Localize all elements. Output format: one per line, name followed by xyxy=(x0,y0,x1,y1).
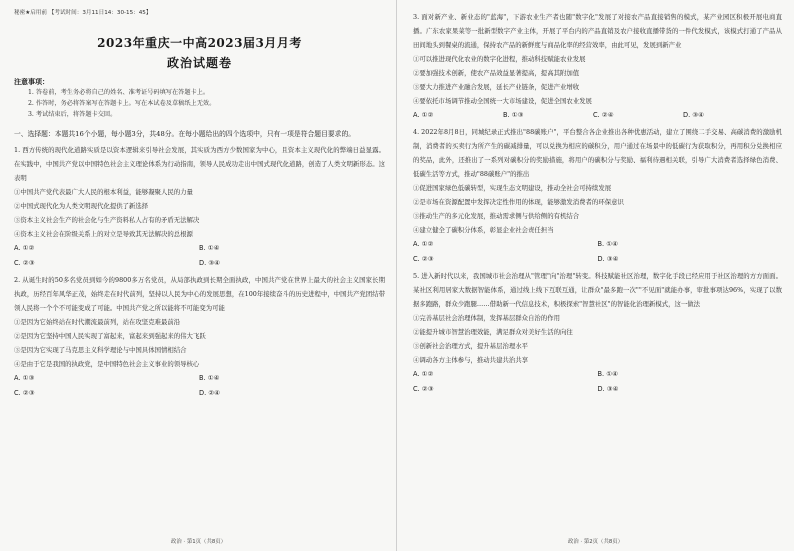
question-1-option: ①中国共产党代表最广大人民的根本利益，能够凝聚人民的力量 xyxy=(14,187,193,196)
choice-b: B. ①④ xyxy=(597,240,619,248)
question-3-option: ③要大力推进产业融合发展，延长产业链条，促进产业增收 xyxy=(413,83,580,91)
question-4-option: ④建立健全了碳积分体系，彰显企业社会责任担当 xyxy=(413,226,554,234)
page-footer: 政治 · 第1页（共8页） xyxy=(170,539,227,545)
notice-item: 3. 考试结束后，将答题卡交回。 xyxy=(28,111,117,118)
choice-a: A. ①③ xyxy=(14,373,35,382)
question-3-option: ①可以推进现代化农业的数字化进程，推动科技赋能农业发展 xyxy=(413,55,586,63)
notice-item: 1. 答卷前，考生务必将自己的姓名、准考证号码填写在答题卡上。 xyxy=(28,89,210,96)
question-5-stem: 5. 进入新时代以来，我国城市社会治理从"管理"向"治理"转变。科技赋能社区治理，数字化手段已经应用于社区治理的方方面面。某社区利用居家大数据智能体系，通过线上线下互联互通，让群众"最多跑一次""不见面"就能办事，审批事项达96%，实现了以数据多跑路，群众少跑腿……借助新一代信息技术，积极探索"智慧社区"的智能化治理新模式，这一做法 xyxy=(413,272,782,308)
question-2-option: ④是由于它是我国的执政党，是中国特色社会主义事业的领导核心 xyxy=(14,359,200,368)
question-3-option: ④要依托市场调节推动全国统一大市场建设，促进全国农业发展 xyxy=(413,97,592,105)
question-2-option: ①是因为它始终站在时代潮流最前列，站在攻坚克难最前沿 xyxy=(14,317,181,326)
question-4-option: ③推动生产的多元化发展，推动需求侧与供给侧的有机结合 xyxy=(413,212,580,220)
question-1-option: ②中国式现代化为人类文明现代化提供了新选择 xyxy=(14,201,149,210)
question-1-choices xyxy=(14,241,385,256)
choice-a: A. ①② xyxy=(413,370,434,378)
question-5-option: ①完善基层社会治理体制，发挥基层群众自治的作用 xyxy=(413,314,560,322)
exam-title: 2023年重庆一中高2023届3月月考 xyxy=(97,36,302,50)
page-footer: 政治 · 第2页（共8页） xyxy=(567,539,624,545)
question-5-choices xyxy=(413,367,782,382)
notice-heading: 注意事项： xyxy=(14,77,49,86)
exam-subtitle: 政治试题卷 xyxy=(166,56,232,70)
choice-a: A. ①② xyxy=(413,111,434,119)
question-1-option: ④资本主义社会在阶级关系上的对立是导致其无法解决的总根源 xyxy=(14,229,193,238)
question-1-option: ③资本主义社会生产的社会化与生产资料私人占有的矛盾无法解决 xyxy=(14,215,200,224)
question-5-option: ②能提升城市智慧治理效能，满足群众对美好生活的向往 xyxy=(413,328,573,336)
question-5-option: ③创新社会治理方式，提升基层治理水平 xyxy=(413,342,529,350)
question-4-stem: 4. 2022年8月8日，同城纪录正式推出"88碳账户"，平台整合各企业推出各种优惠活动，建立了围绕二手交易、高碳消费的激励机制，消费者的买卖行为所产生的碳减排量，可以兑换为相应的碳积分，用户通过在场景中的低碳行为获取积分，再用积分兑换相应的奖品，此外，还推出了一系列对碳积分的奖励措施，将用户的碳积分与奖励、福利待遇相关联，引导广大消费者选择绿色消费、低碳生活等方式，推动"88碳账户"的推出 xyxy=(413,128,782,178)
page-2 xyxy=(397,0,794,551)
choice-c: C. ②③ xyxy=(413,255,434,263)
choice-d: D. ③④ xyxy=(597,385,619,393)
question-3-option: ②要加强技术创新，使农产品效益显著提高，提高其附加值 xyxy=(413,69,580,77)
question-5-choices xyxy=(413,382,782,397)
choice-b: B. ①④ xyxy=(597,370,619,378)
choice-b: B. ①④ xyxy=(199,243,220,252)
section-heading: 一、选择题：本题共16个小题，每小题3分，共48分。在每小题给出的四个选项中，只有一项是符合题目要求的。 xyxy=(14,130,356,138)
question-2-stem: 2. 从诞生时的50多名党员到如今的9800多万名党员，从局部执政到长期全面执政，中国共产党在世界上最大的社会主义国家长期执政，历经百年风华正茂，始终走在时代前列，坚持以人民为中心的发展思想，在100年接续奋斗的历史进程中，中国共产党团结带领人民将一个个不可能变成了可能。中国共产党之所以能将不可能变为可能 xyxy=(14,275,385,312)
choice-b: B. ①④ xyxy=(199,373,220,382)
choice-b: B. ①③ xyxy=(503,111,524,119)
question-4-option: ②是市场在资源配置中发挥决定性作用的体现，能够激发消费者的环保意识 xyxy=(413,198,624,206)
choice-d: D. ③④ xyxy=(683,111,705,119)
header-note: 秘密★启用前 【考试时间：3月11日14：30-15：45】 xyxy=(14,10,152,16)
question-2-choices xyxy=(14,386,385,401)
question-3-choices xyxy=(413,108,782,123)
question-3-stem: 3. 面对新产业、新业态的"蓝海"，下游农业生产者也随"数字化"发展了对接农产品直接销售的模式，某产业园区积极开展电商直播。广东农家果菜等一批新型数字产业主体，开展了平台内的产品直销及农户接收直播带货的一件代发模式，该模式打通了产品从田间地头到餐桌的流通，保持农产品的新鲜度与商品化率的经营效率，由此可见，发展到新产业 xyxy=(413,13,782,49)
question-4-choices xyxy=(413,237,782,252)
question-5-option: ④调动各方主体参与，推动共建共治共享 xyxy=(413,356,529,364)
choice-c: C. ②④ xyxy=(593,111,614,119)
question-2-option: ②是因为它坚持中国人民实现了富起来，富起来到强起来的伟大飞跃 xyxy=(14,331,206,340)
choice-c: C. ②③ xyxy=(14,258,35,267)
question-1-stem: 1. 西方传统的现代化道路实质是以资本逻辑来引导社会发展，其实质为西方少数国家为中心，且资本主义现代化的弊端日益显露。在实践中，中国共产党以中国特色社会主义理论体系为行动指南，领导人民成功走出中国式现代化道路，创造了人类文明新形态。这表明 xyxy=(14,145,385,182)
question-4-option: ①促进国家绿色低碳转型，实现生态文明建设，推动全社会可持续发展 xyxy=(413,184,612,192)
choice-d: D. ③④ xyxy=(199,258,221,267)
choice-a: A. ①② xyxy=(413,240,434,248)
choice-d: D. ③④ xyxy=(597,255,619,263)
choice-c: C. ②③ xyxy=(413,385,434,393)
question-1-choices xyxy=(14,256,385,271)
question-4-choices xyxy=(413,252,782,267)
choice-c: C. ②③ xyxy=(14,388,35,397)
question-2-choices xyxy=(14,371,385,386)
notice-item: 2. 作答时，务必将答案写在答题卡上。写在本试卷及草稿纸上无效。 xyxy=(28,100,216,107)
choice-a: A. ①② xyxy=(14,243,35,252)
question-2-option: ③是因为它实现了马克思主义科学理论与中国具体国情相结合 xyxy=(14,345,187,354)
choice-d: D. ②④ xyxy=(199,388,221,397)
